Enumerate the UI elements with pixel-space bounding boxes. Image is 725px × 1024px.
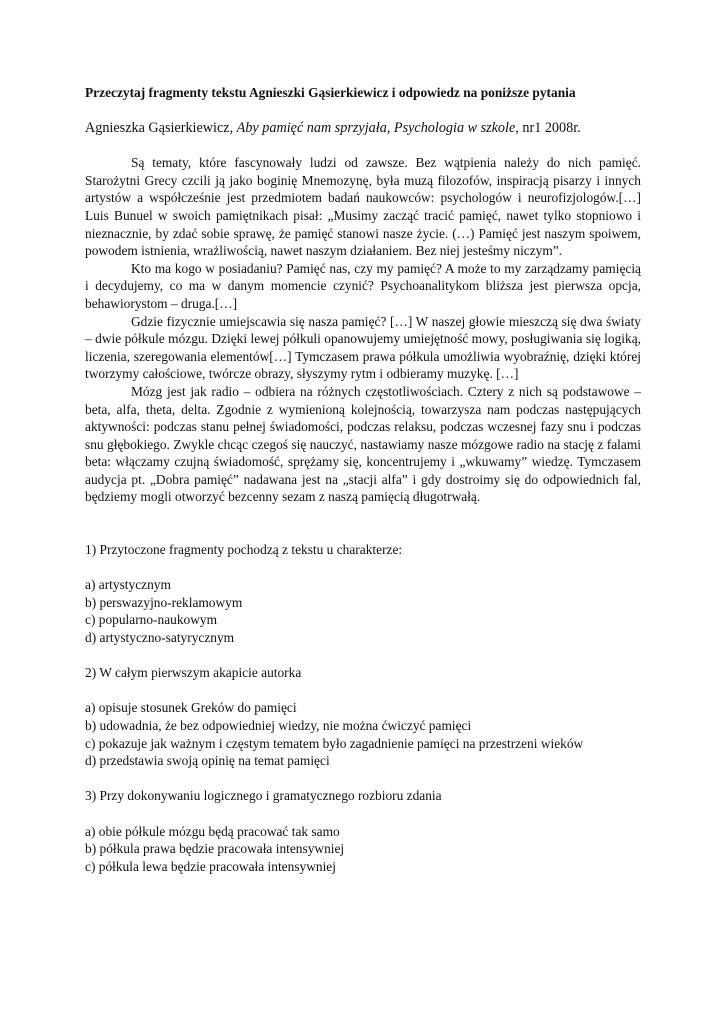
answer-option: c) pokazuje jak ważnym i częstym tematem było zagadnienie pamięci na przestrzeni wieków bbox=[85, 735, 584, 751]
article-paragraph: Kto ma kogo w posiadaniu? Pamięć nas, czy my pamięć? A może to my zarządzamy pamięcią i decydujemy, co ma w danym momencie czynić? Psychoanalitykom bliższa jest pierwsza opcja, behawiorystom – druga.[…] bbox=[85, 260, 641, 311]
source-author: Agnieszka Gąsierkiewicz, bbox=[85, 119, 237, 136]
answer-option: a) opisuje stosunek Greków do pamięci bbox=[85, 700, 297, 716]
document-page bbox=[85, 84, 641, 893]
answer-option: c) półkula lewa będzie pracowała intensywniej bbox=[85, 858, 336, 874]
source-article-title: Aby pamięć nam sprzyjała bbox=[236, 119, 387, 136]
answer-option: d) artystyczno-satyrycznym bbox=[85, 630, 235, 646]
source-issue: , nr1 2008r. bbox=[515, 119, 581, 136]
answer-option: b) półkula prawa będzie pracowała intensywniej bbox=[85, 841, 345, 857]
question-3 bbox=[85, 787, 641, 875]
question-2 bbox=[85, 664, 641, 770]
document-title: Przeczytaj fragmenty tekstu Agnieszki Gąsierkiewicz i odpowiedz na poniższe pytania bbox=[85, 85, 576, 100]
answer-option: b) perswazyjno-reklamowym bbox=[85, 594, 243, 610]
question-prompt: 3) Przy dokonywaniu logicznego i gramatycznego rozbioru zdania bbox=[85, 788, 442, 804]
answer-option: d) przedstawia swoją opinię na temat pamięci bbox=[85, 753, 330, 769]
article-paragraph: Są tematy, które fascynowały ludzi od zawsze. Bez wątpienia należy do nich pamięć. Starożytni Grecy czcili ją jako boginię Mnemozynę, była muzą filozofów, inspiracją pisarzy i innych artystów a współcześnie jest przedmiotem badań naukowców: psychologów i neurofizjologów.[…] Luis Bunuel w swoich pamiętnikach pisał: „Musimy zacząć tracić pamięć, nawet tylko stopniowo i nieznacznie, by zdać sobie sprawę, że pamięć stanowi nasze życie. (…) Pamięć jest naszym spoiwem, powodem istnienia, wrażliwością, nawet naszym działaniem. Bez niej jesteśmy niczym”. bbox=[85, 155, 641, 259]
answer-list bbox=[85, 699, 641, 769]
question-prompt: 1) Przytoczone fragmenty pochodzą z tekstu u charakterze: bbox=[85, 542, 403, 558]
question-1 bbox=[85, 541, 641, 647]
answer-option: a) artystycznym bbox=[85, 577, 171, 593]
answer-option: c) popularno-naukowym bbox=[85, 612, 218, 628]
answer-list bbox=[85, 823, 641, 876]
article-text bbox=[85, 154, 641, 506]
spacer bbox=[85, 506, 641, 541]
article-paragraph: Mózg jest jak radio – odbiera na różnych częstotliwościach. Cztery z nich są podstawowe – beta, alfa, theta, delta. Zgodnie z wymienioną kolejnością, towarzysza nam podczas następujących aktywności: podczas stanu pełnej świadomości, podczas relaksu, podczas wczesnej fazy snu i podczas snu głębokiego. Zwykle chcąc czegoś się nauczyć, nastawiamy nasze mózgowe radio na stację z falami beta: włączamy czujną świadomość, sprężamy się, koncentrujemy i „wkuwamy” wiedzę. Tymczasem audycja pt. „Dobra pamięć” nadawana jest na „stacji alfa” i gdy dostroimy się do odpowiednich fal, będziemy mogli otworzyć bezcenny sezam z naszą pamięcią długotrwałą. bbox=[85, 383, 641, 505]
source-citation bbox=[85, 120, 641, 138]
answer-option: a) obie półkule mózgu będą pracować tak samo bbox=[85, 823, 340, 839]
question-prompt: 2) W całym pierwszym akapicie autorka bbox=[85, 665, 302, 681]
article-paragraph: Gdzie fizycznie umiejscawia się nasza pamięć? […] W naszej głowie mieszczą się dwa światy – dwie półkule mózgu. Dzięki lewej półkuli opanowujemy umiejętność mowy, posługiwania się logiką, liczenia, szeregowania elementów[…] Tymczasem prawa półkula umożliwia wyobraźnię, dzięki której tworzymy całościowe, twórcze obrazy, słyszymy rytm i odbieramy muzykę. […] bbox=[85, 313, 641, 382]
source-separator: , bbox=[386, 119, 394, 136]
source-journal: Psychologia w szkole bbox=[393, 119, 516, 136]
answer-list bbox=[85, 576, 641, 646]
answer-option: b) udowadnia, że bez odpowiedniej wiedzy, nie można ćwiczyć pamięci bbox=[85, 718, 472, 733]
